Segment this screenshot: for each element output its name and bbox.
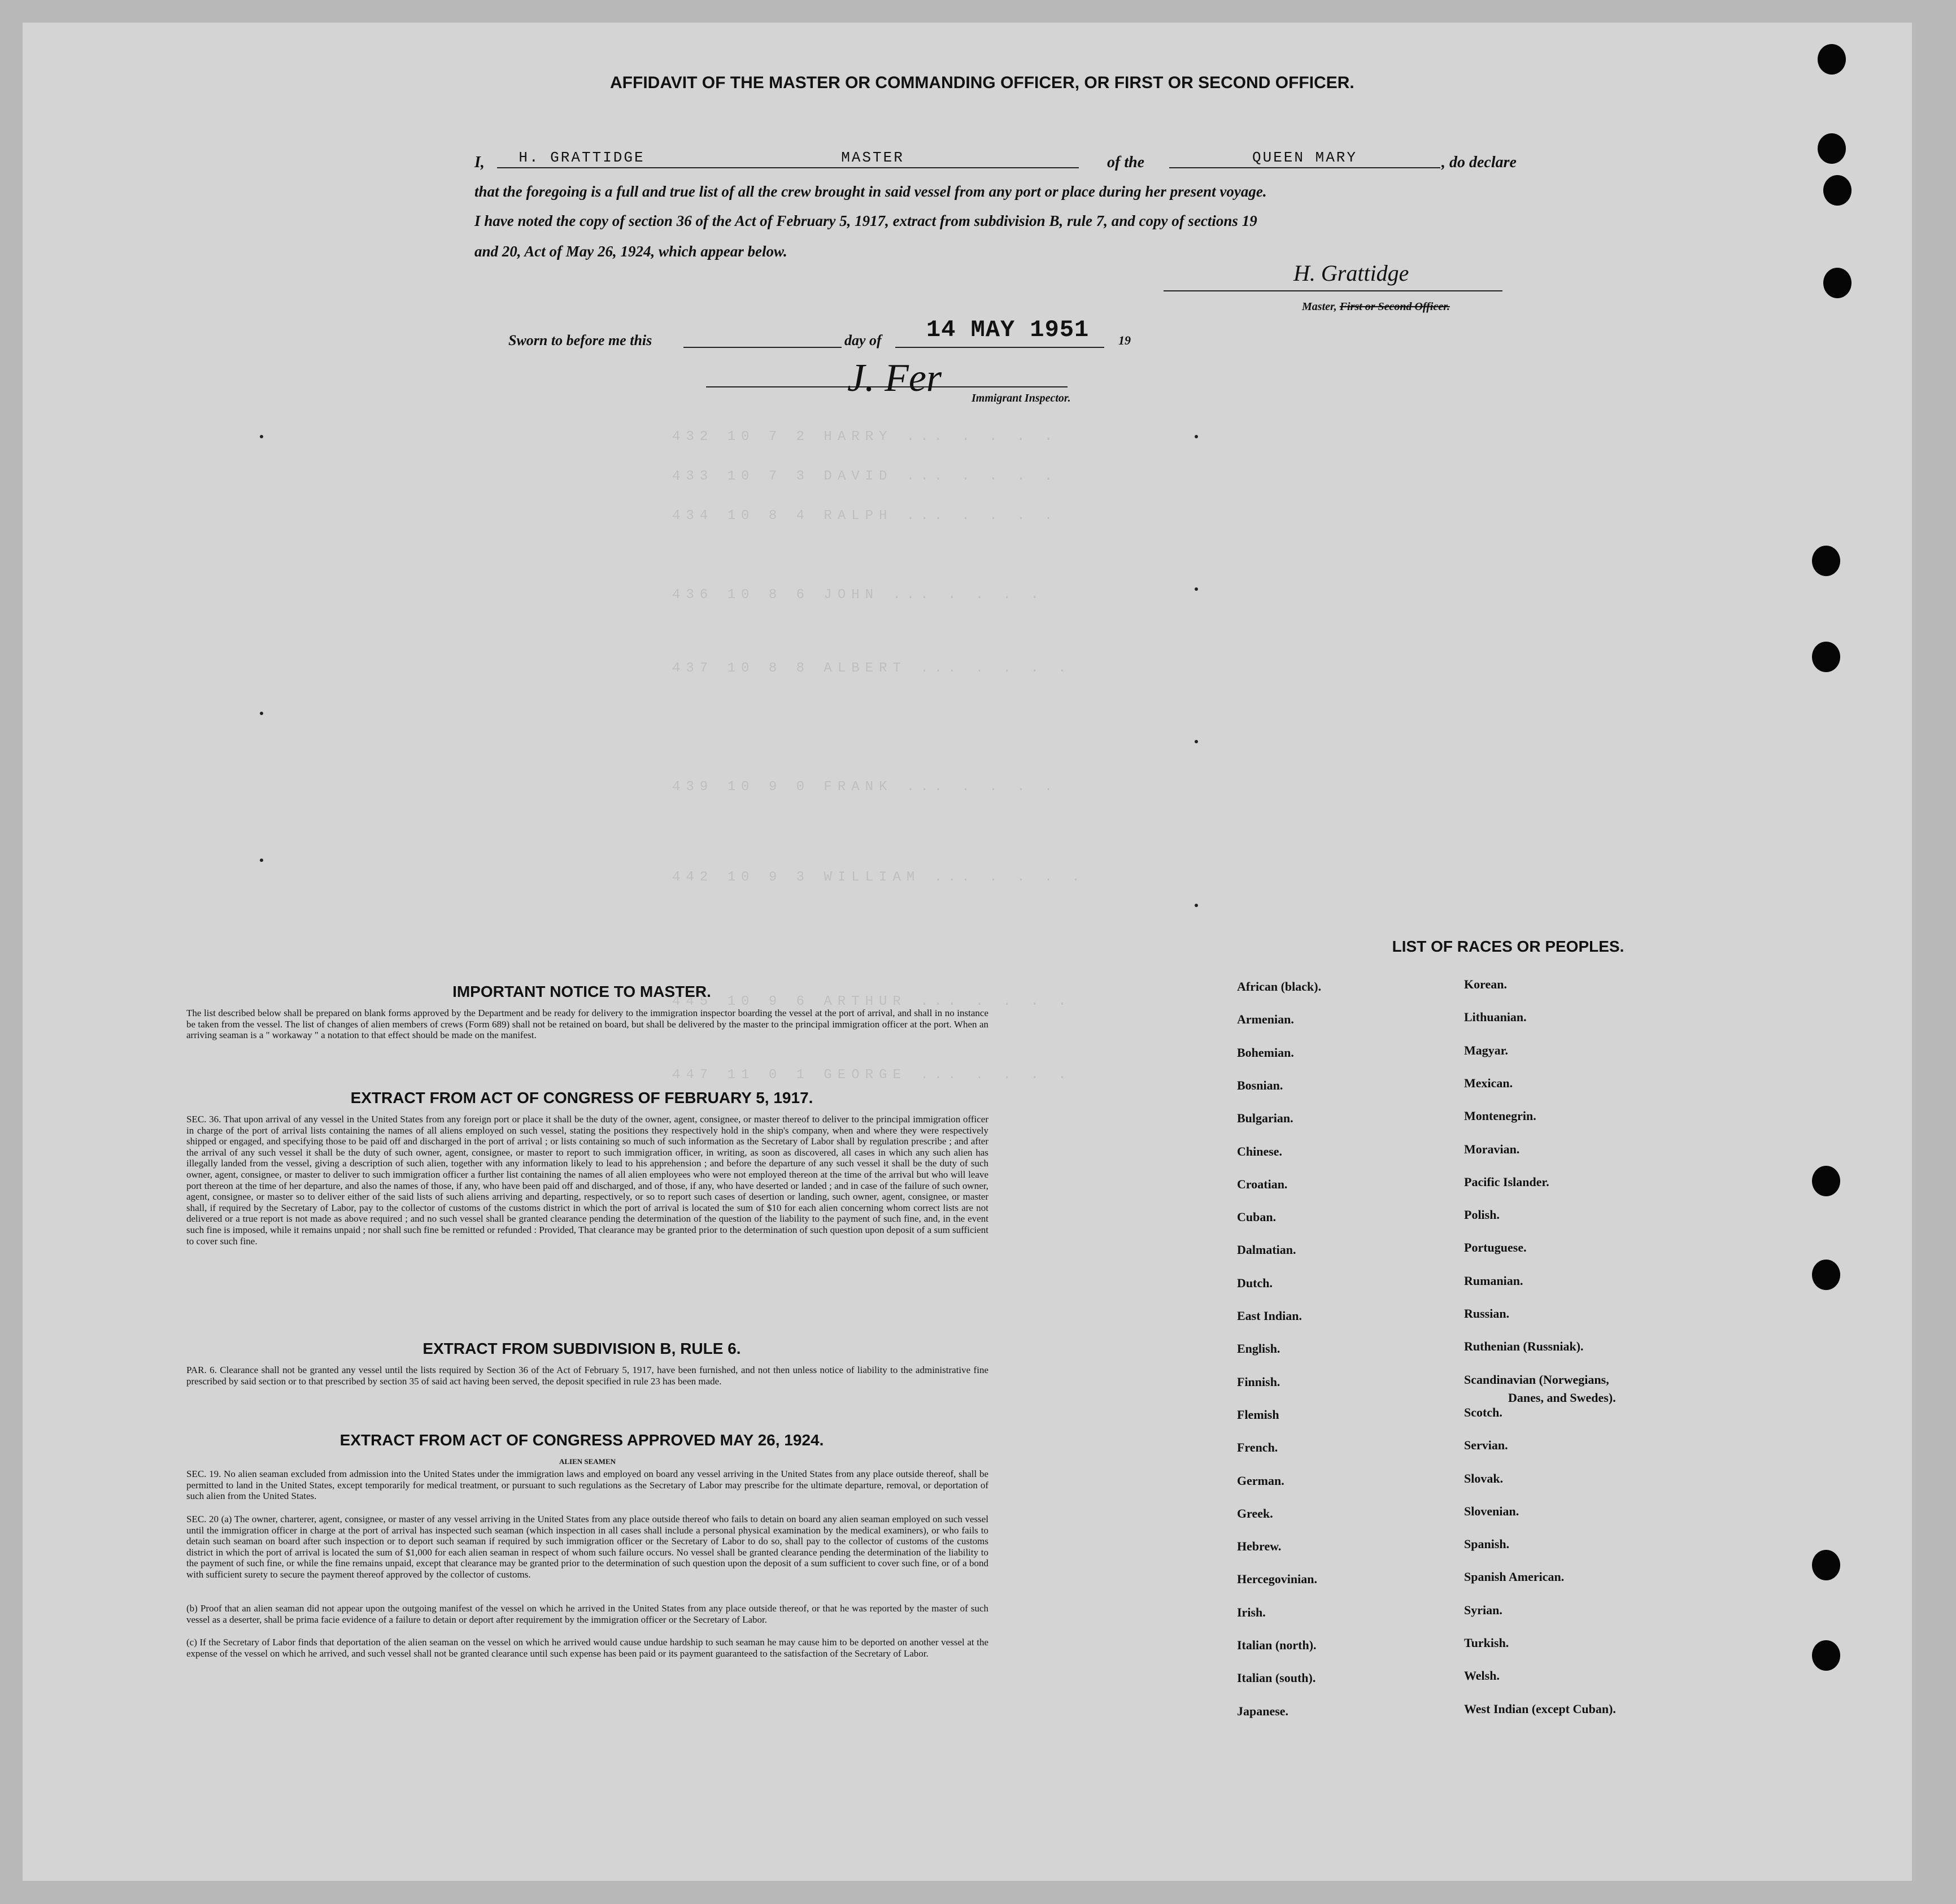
extract-1924-heading: EXTRACT FROM ACT OF CONGRESS APPROVED MAY 26, 1924. [339,1431,824,1449]
punch-hole [1823,268,1852,298]
race-item: German. [1237,1474,1284,1488]
bleed-dot [1195,587,1198,591]
race-item: Polish. [1464,1208,1500,1222]
race-item: Finnish. [1237,1375,1280,1389]
race-item: Lithuanian. [1464,1010,1527,1024]
races-heading: LIST OF RACES OR PEOPLES. [1392,938,1624,955]
race-item: Welsh. [1464,1668,1500,1683]
signature-line [1164,290,1502,291]
race-item: Korean. [1464,977,1507,991]
race-item: Italian (south). [1237,1671,1316,1685]
race-item: West Indian (except Cuban). [1464,1702,1616,1716]
sworn-text: Sworn to before me this [508,332,652,348]
race-item: Italian (north). [1237,1638,1317,1652]
race-item: Hercegovinian. [1237,1572,1317,1586]
race-item: Slovenian. [1464,1504,1519,1518]
race-item: Ruthenian (Russniak). [1464,1339,1584,1353]
vessel-name-field: QUEEN MARY [1169,148,1440,168]
punch-hole [1823,175,1852,206]
race-item: Servian. [1464,1438,1508,1452]
race-item: Hebrew. [1237,1539,1282,1553]
punch-hole [1812,1166,1840,1196]
notice-heading: IMPORTANT NOTICE TO MASTER. [452,983,711,1000]
declaration-line3: I have noted the copy of section 36 of the Act of February 5, 1917, extract from subdivision B, rule 7, and copy of sections 19 [474,212,1257,229]
race-item: Magyar. [1464,1043,1509,1057]
race-item: Spanish. [1464,1537,1510,1551]
subdivision-heading: EXTRACT FROM SUBDIVISION B, RULE 6. [422,1340,741,1357]
date-line [895,347,1104,348]
race-item: East Indian. [1237,1309,1302,1323]
race-item: African (black). [1237,979,1322,994]
race-item: Pacific Islander. [1464,1175,1549,1189]
date-stamp: 14 MAY 1951 [926,316,1090,343]
race-item: Scotch. [1464,1405,1502,1419]
notice-body: The list described below shall be prepared on blank forms approved by the Department and be ready for delivery to the immigration inspector boarding the vessel at the port of arrival, and shall in no instance be taken from the vessel. The list of changes of alien members of crews (Form 689) shall not be retained on board, but shall be delivered by the master to the principal immigration officer at the port. When an arriving seaman is a " workaway " a notation to that effect should be made on the manifest. [186,1008,988,1041]
signer-label-struck: First or Second Officer. [1339,300,1450,313]
master-signature: H. Grattidge [1293,260,1409,286]
punch-hole [1812,1640,1840,1671]
race-item: Flemish [1237,1408,1279,1422]
race-item: Russian. [1464,1306,1510,1321]
sworn-day-label: day of [844,332,882,348]
race-item: Slovak. [1464,1471,1504,1485]
bleed-dot [260,859,263,862]
punch-hole [1812,642,1840,672]
race-item: Cuban. [1237,1210,1277,1224]
extract-1917-body: SEC. 36. That upon arrival of any vessel in the United States from any foreign port or place it shall be the duty of the owner, agent, consignee, or master thereof to deliver to the principal immigration officer in charge of the port of arrival lists containing the names of all aliens employed on such vessel, stating the positions they respectively hold in the ship's company, when and where they were respectively shipped or engaged, and specifying those to be paid off and discharged in the port of arrival ; or lists containing so much of such information as the Secretary of Labor shall by regulation prescribe ; and after the arrival of any such vessel it shall be the duty of such owner, agent, consignee, or master to report to such immigration officer, in writing, as soon as discovered, all cases in which any such alien has illegally landed from the vessel, giving a description of such alien, together with any information likely to lead to his apprehension ; and before the departure of any such vessel it shall be the duty of such owner, agent, consignee, or master to deliver to such immigration officer a further list containing the names of all alien employees who were not employed thereon at the time of the arrival but who will leave port thereon at the time of her departure, and also the names of those, if any, who have been paid off and discharged, and of those, if any, who have deserted or landed ; and in case of the failure of such owner, agent, consignee, or master so to deliver either of the said lists of such aliens arriving and departing, respectively, or so to report such cases of desertion or landing, such owner, agent, consignee, or master shall, if required by the Secretary of Labor, pay to the collector of customs of the customs district in which the port of arrival is located the sum of $10 for each alien concerning whom correct lists are not delivered or a true report is not made as above required ; and no such vessel shall be granted clearance pending the determination of the question of the liability to the payment of such fine, and, in the event such fine is imposed, while it remains unpaid ; nor shall such fine be remitted or refunded : Provided, That clearance may be granted prior to the determination of such question upon deposit of a sum sufficient to cover such fine. [186,1114,988,1247]
bleed-through-background: 432 10 7 2 HARRY ... . . . . 433 10 7 3 DAVID ... . . . . 434 10 8 4 RALPH ... . . . . 436 10 8 6 JOHN ... . . . . 437 10 8 8 ALBERT ... . . . . 439 10 9 0 FRANK ... . . . . 442 10 9 3 WILLIAM ... . . . . 445 10 9 6 ARTHUR ... . . . . 447 11 0 1 GEORGE ... . . . . [672,429,1086,1083]
punch-hole [1812,1550,1840,1580]
race-item: Turkish. [1464,1636,1509,1650]
punch-hole [1812,1260,1840,1290]
race-item: Dalmatian. [1237,1243,1296,1257]
punch-hole [1818,133,1846,164]
declaration-line4: and 20, Act of May 26, 1924, which appear below. [474,243,787,260]
extract-1924-sec19: SEC. 19. No alien seaman excluded from admission into the United States under the immigration laws and employed on board any vessel arriving in the United States from any place outside thereof, shall be permitted to land in the United States, except temporarily for medical treatment, or pursuant to such regulations as the Secretary of Labor may prescribe for the ultimate departure, removal, or deportation of such alien from the United States. [186,1469,988,1502]
race-item: Bulgarian. [1237,1111,1293,1125]
race-item: Armenian. [1237,1012,1294,1026]
race-item: Japanese. [1237,1704,1289,1718]
affidavit-heading: AFFIDAVIT OF THE MASTER OR COMMANDING OFFICER, OR FIRST OR SECOND OFFICER. [610,73,1354,92]
extract-1924-sec20a: SEC. 20 (a) The owner, charterer, agent, consignee, or master of any vessel arriving in the United States from any place outside thereof who fails to detain on board any alien seaman employed on such vessel until the immigration officer in charge at the port of arrival has inspected such seaman (which inspection in all cases shall include a personal physical examination by the medical examiners), or who fails to detain such seaman on board after such inspection or to deport such seaman if required by such immigration officer or the Secretary of Labor to do so, shall pay to the collector of customs of the customs district in which the port of arrival is located the sum of $1,000 for each alien seaman in respect of whom such failure occurs. No vessel shall be granted clearance pending the determination of the liability to the payment of such fine, or while the fine remains unpaid, except that clearance may be granted prior to the determination of such question upon the deposit of a sum sufficient to cover such fine, or of a bond with sufficient surety to secure the payment thereof approved by the collector of customs. [186,1514,988,1580]
race-item: Greek. [1237,1506,1273,1520]
extract-1924-sec20b: (b) Proof that an alien seaman did not appear upon the outgoing manifest of the vessel on which he arrived in the United States from any place outside thereof, or that he was reported by the master of such vessel as a deserter, shall be prima facie evidence of a failure to detain or deport after requirement by the immigration officer or the Secretary of Labor. [186,1603,988,1625]
inspector-label: Immigrant Inspector. [972,392,1071,404]
bleed-dot [260,435,263,438]
race-item: Rumanian. [1464,1274,1523,1288]
race-item: Croatian. [1237,1177,1288,1191]
race-item: Dutch. [1237,1276,1273,1290]
bleed-dot [1195,435,1198,438]
race-item: Moravian. [1464,1142,1520,1156]
punch-hole [1812,546,1840,576]
race-item: Bohemian. [1237,1045,1294,1060]
signer-label-master: Master, [1302,300,1337,313]
race-item: Scandinavian (Norwegians, [1464,1373,1609,1387]
inspector-signature: J. Fer [847,356,942,400]
declaration-line2: that the foregoing is a full and true list of all the crew brought in said vessel from any port or place during her present voyage. [474,183,1267,200]
extract-1917-heading: EXTRACT FROM ACT OF CONGRESS OF FEBRUARY 5, 1917. [350,1089,813,1106]
subdivision-body: PAR. 6. Clearance shall not be granted any vessel until the lists required by Section 36 of the Act of February 5, 1917, have been furnished, and not then unless notice of liability to the administrative fine prescribed by said section or to that prescribed by section 35 of said act having been served, the deposit specified in rule 23 has been made. [186,1365,988,1387]
bleed-dot [1195,904,1198,907]
bleed-dot [260,712,263,715]
sworn-line [683,347,842,348]
race-item: Chinese. [1237,1144,1283,1158]
race-item: Irish. [1237,1605,1266,1619]
signer-label [1302,300,1450,313]
declaration-end: , do declare [1441,154,1517,171]
race-item: English. [1237,1341,1280,1356]
bleed-dot [1195,740,1198,743]
declaration-of: of the [1107,154,1145,171]
race-item: Spanish American. [1464,1570,1565,1584]
master-name-field: H. GRATTIDGE [497,148,666,168]
extract-1924-sec20c: (c) If the Secretary of Labor finds that deportation of the alien seaman on the vessel on which he arrived would cause undue hardship to such seaman he may cause him to be deported on another vessel at the expense of the vessel on which he arrived, and such vessel shall not be granted clearance until such expense has been paid or its payment guaranteed to the satisfaction of the Secretary of Labor. [186,1637,988,1659]
master-rank-field: MASTER [666,148,1079,168]
race-item: Montenegrin. [1464,1109,1536,1123]
year-prefix: 19 [1118,333,1131,347]
race-right-note: Danes, and Swedes). [1508,1391,1616,1405]
punch-hole [1818,44,1846,75]
extract-1924-subheading: ALIEN SEAMEN [559,1457,616,1466]
race-item: French. [1237,1440,1278,1454]
race-item: Mexican. [1464,1076,1513,1090]
race-item: Syrian. [1464,1603,1502,1617]
declaration-i: I, [474,154,485,171]
document-page [23,23,1912,1881]
race-item: Portuguese. [1464,1240,1527,1254]
race-item: Bosnian. [1237,1078,1283,1092]
